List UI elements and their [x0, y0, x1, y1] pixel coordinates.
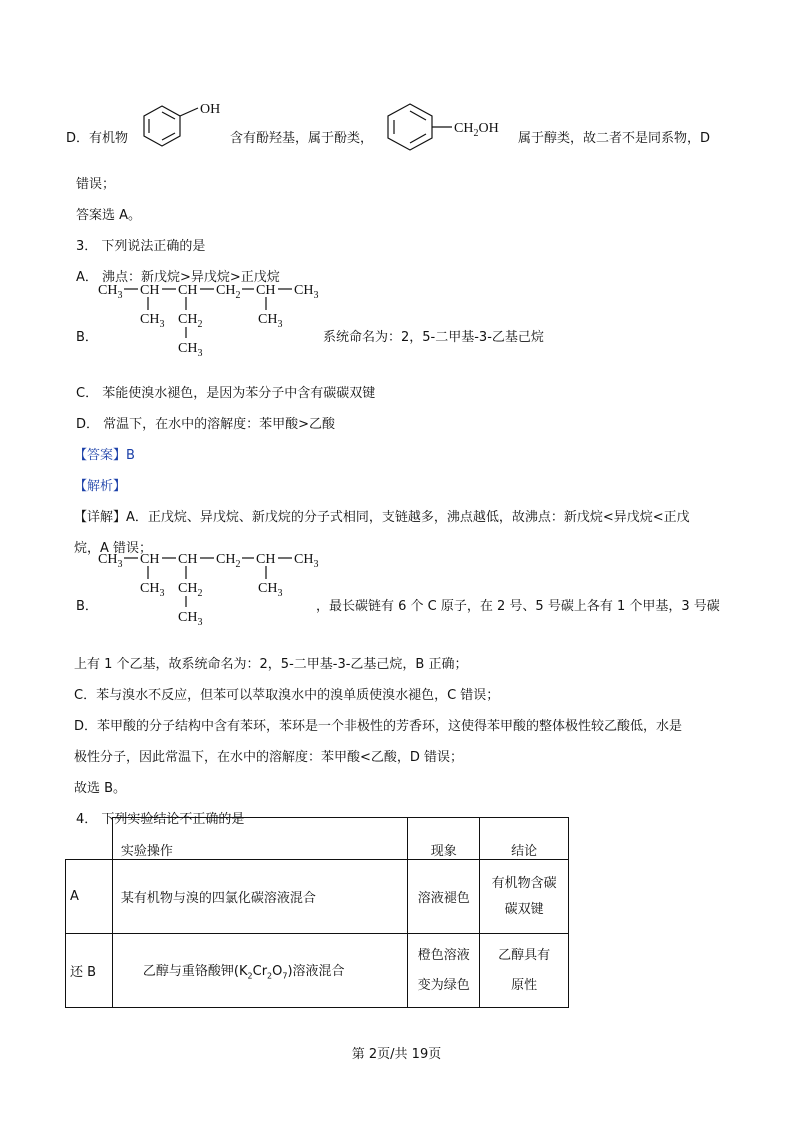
- svg-text:CH2: $CH_2$: [178, 312, 203, 330]
- detail-b-continued: 上有 1 个乙基，故系统命名为：2，5-二甲基-3-乙基己烷，B 正确；: [74, 657, 468, 672]
- row-b-option: 还 B: [66, 934, 113, 1008]
- row-a-conclusion: 有机物含碳 碳双键: [480, 860, 569, 934]
- q3-branched-alkane-structure: [96, 278, 319, 359]
- row-a-option: A: [66, 860, 113, 934]
- svg-text:CH3: $CH_3$: [294, 283, 319, 301]
- row-b-operation: 乙醇与重铬酸钾$(K_2Cr_2O_7)$溶液混合: [112, 934, 407, 1008]
- analysis-tag: 【解析】: [74, 479, 127, 494]
- choose-b: 故选 B。: [74, 781, 127, 796]
- svg-text:CH3: $CH_3$: [178, 341, 203, 359]
- svg-text:CH: CH: [178, 283, 198, 298]
- detail-b-label: B．: [76, 599, 98, 614]
- phenol-oh-label: OH: [200, 102, 221, 117]
- row-b-conclusion: 乙醇具有 原性: [480, 934, 569, 1008]
- svg-text:CH: CH: [140, 552, 160, 567]
- svg-text:CH3: $CH_3$: [258, 581, 283, 599]
- svg-text:CH3: $CH_3$: [98, 283, 123, 301]
- svg-text:CH: CH: [178, 552, 198, 567]
- table-row: [66, 860, 569, 934]
- benzyl-alcohol-structure: [384, 98, 519, 153]
- phenol-structure: [140, 96, 230, 151]
- q3-option-b-label: B．: [76, 330, 98, 345]
- svg-text:CH3: $CH_3$: [140, 312, 165, 330]
- row-a-operation: 某有机物与溴的四氯化碳溶液混合: [112, 860, 407, 934]
- row-a-phenomenon: 溶液褪色: [408, 860, 480, 934]
- svg-text:CH2: $CH_2$: [178, 581, 203, 599]
- row-b-phenomenon: 橙色溶液 变为绿色: [408, 934, 480, 1008]
- detail-c: C．苯与溴水不反应，但苯可以萃取溴水中的溴单质使溴水褪色，C 错误；: [74, 688, 500, 703]
- q3-option-b-text: 系统命名为：2，5-二甲基-3-乙基己烷: [323, 330, 544, 345]
- q3-option-c: C． 苯能使溴水褪色，是因为苯分子中含有碳碳双键: [76, 386, 376, 401]
- svg-text:CH3: $CH_3$: [294, 552, 319, 570]
- detail-d-line-2: 极性分子，因此常温下，在水中的溶解度：苯甲酸<乙酸，D 错误；: [74, 750, 464, 765]
- detail-d-line-1: D．苯甲酸的分子结构中含有苯环，苯环是一个非极性的芳香环，这使得苯甲酸的整体极性较乙酸低，水是: [74, 719, 683, 734]
- experiment-table: [65, 817, 569, 1008]
- svg-text:CH3: $CH_3$: [178, 610, 203, 628]
- d-option-middle: 含有酚羟基，属于酚类，: [230, 131, 374, 146]
- svg-text:CH3: $CH_3$: [258, 312, 283, 330]
- svg-text:CH2OH: $CH_2OH$: [454, 121, 499, 139]
- answer-a: 答案选 A。: [76, 208, 142, 223]
- table-row: [66, 934, 569, 1008]
- detail-b-text: ，最长碳链有 6 个 C 原子，在 2 号、5 号碳上各有 1 个甲基，3 号碳: [316, 599, 720, 614]
- svg-text:CH2: $CH_2$: [216, 552, 241, 570]
- table-header-row: [66, 818, 569, 860]
- page-footer: 第 2页/共 19页: [351, 1047, 442, 1062]
- answer-tag: 【答案】B: [74, 448, 135, 463]
- svg-text:CH2: $CH_2$: [216, 283, 241, 301]
- detail-line-2: 烷，A 错误；: [74, 541, 153, 556]
- d-option-continued: 错误；: [76, 177, 116, 192]
- svg-text:CH: CH: [256, 552, 276, 567]
- svg-text:CH3: $CH_3$: [98, 552, 123, 570]
- q4-stem: 4． 下列实验结论不正确的是: [76, 812, 245, 827]
- svg-text:CH3: $CH_3$: [140, 581, 165, 599]
- d-option-suffix: 属于醇类，故二者不是同系物，D: [518, 131, 711, 146]
- header-phenomenon: 现象: [408, 818, 480, 860]
- svg-text:CH: CH: [256, 283, 276, 298]
- detail-branched-alkane-structure: [96, 547, 319, 628]
- q3-stem: 3． 下列说法正确的是: [76, 239, 206, 254]
- header-conclusion: 结论: [480, 818, 569, 860]
- benzene-ring: [388, 104, 432, 150]
- svg-text:CH: CH: [140, 283, 160, 298]
- d-option-prefix: D．有机物: [66, 131, 129, 146]
- q3-option-d: D． 常温下，在水中的溶解度：苯甲酸>乙酸: [76, 417, 336, 432]
- header-operation: 实验操作: [112, 818, 407, 860]
- q3-option-a: A． 沸点：新戊烷>异戊烷>正戊烷: [76, 270, 280, 285]
- detail-line-1: 【详解】A．正戊烷、异戊烷、新戊烷的分子式相同，支链越多，沸点越低，故沸点：新戊烷<异戊烷<正戊: [74, 510, 690, 525]
